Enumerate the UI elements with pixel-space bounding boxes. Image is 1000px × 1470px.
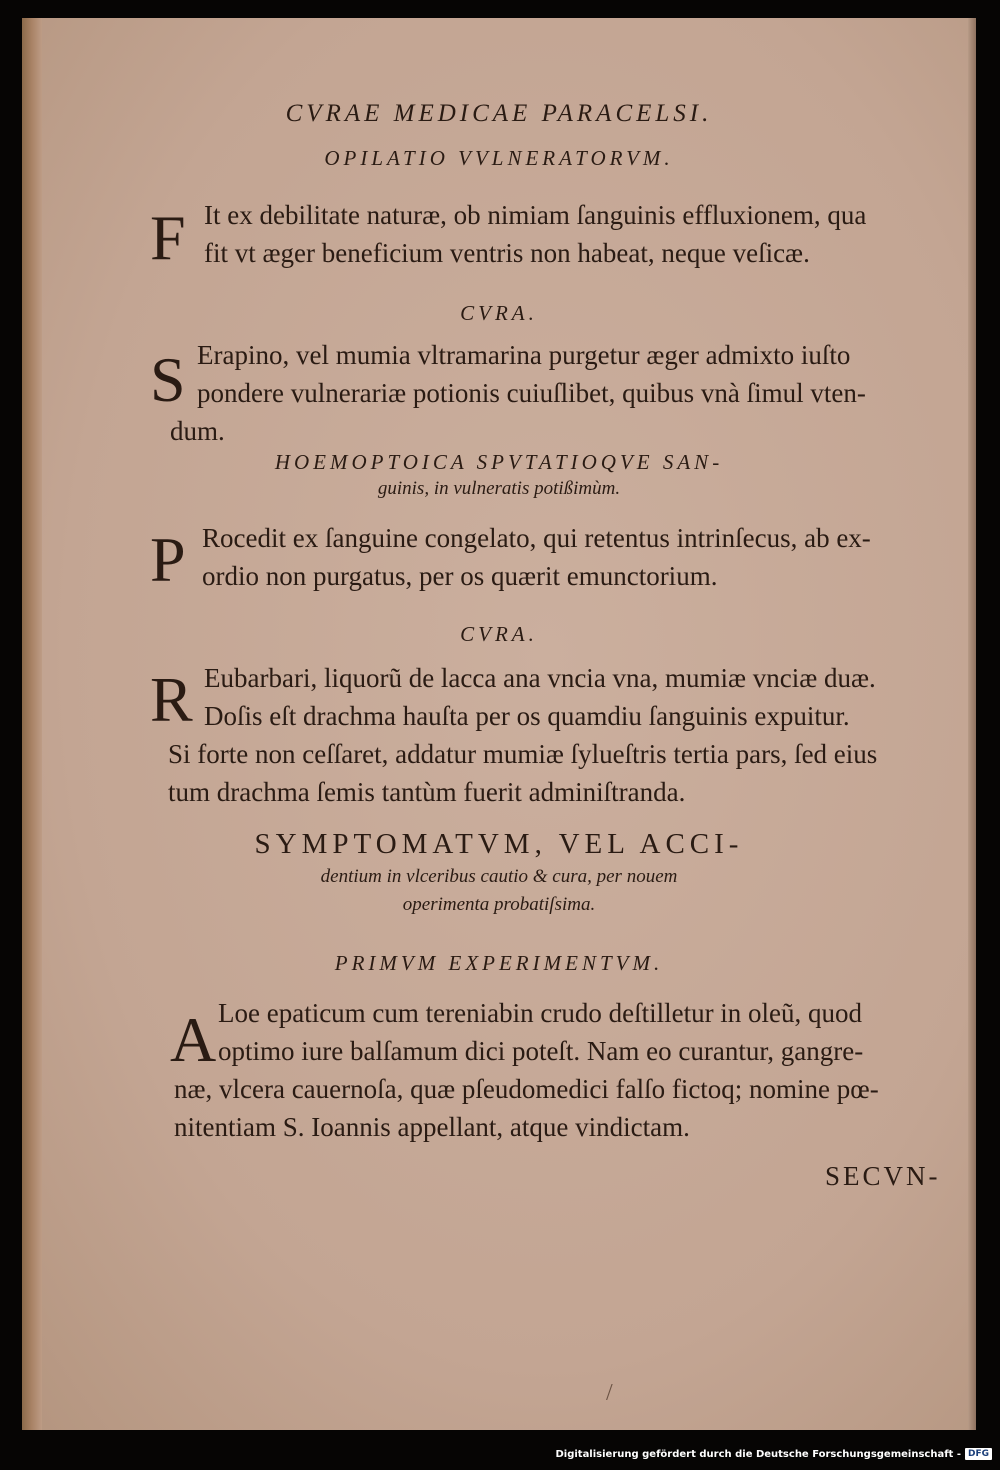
pencil-mark: / bbox=[606, 1380, 613, 1406]
cura2-line-1: Eubarbari, liquorũ de lacca ana vncia vna, mumiæ vnciæ duæ. bbox=[204, 663, 876, 693]
catchword: SECVN- bbox=[825, 1161, 941, 1191]
heading-primum-experimentum: PRIMVM EXPERIMENTVM. bbox=[334, 951, 664, 975]
heading-symptomatum: SYMPTOMATVM, VEL ACCI- bbox=[254, 828, 744, 860]
cura2-line-3: Si forte non ceſſaret, addatur mumiæ ſylueſtris tertia pars, ſed eius bbox=[168, 739, 878, 769]
subheading-symptomatum-2: operimenta probatiſsima. bbox=[402, 894, 596, 915]
page-right-edge bbox=[968, 18, 976, 1430]
opilatio-line-2: fit vt æger beneficium ventris non habeat, neque veſicæ. bbox=[204, 238, 810, 268]
subheading-hoemoptoica: guinis, in vulneratis potißimùm. bbox=[377, 478, 621, 499]
hoemo-line-2: ordio non purgatus, per os quærit emunctorium. bbox=[202, 561, 718, 591]
book-page bbox=[22, 18, 976, 1430]
subheading-symptomatum-1: dentium in vlceribus cautio & cura, per nouem bbox=[320, 866, 678, 887]
primum-line-2: optimo iure balſamum dici poteſt. Nam eo curantur, gangre- bbox=[218, 1036, 864, 1066]
cura2-line-2: Doſis eſt drachma hauſta per os quamdiu ſanguinis expuitur. bbox=[204, 701, 850, 731]
cura1-line-2: pondere vulnerariæ potionis cuiuſlibet, quibus vnà ſimul vten- bbox=[197, 378, 866, 408]
cura1-line-1: Erapino, vel mumia vltramarina purgetur æger admixto iuſto bbox=[197, 340, 851, 370]
hoemo-line-1: Rocedit ex ſanguine congelato, qui retentus intrinſecus, ab ex- bbox=[202, 523, 871, 553]
opilatio-line-1: It ex debilitate naturæ, ob nimiam ſanguinis effluxionem, qua bbox=[204, 200, 867, 230]
running-head: CVRAE MEDICAE PARACELSI. bbox=[285, 100, 713, 127]
primum-line-1: Loe epaticum cum tereniabin crudo deſtilletur in oleũ, quod bbox=[218, 998, 863, 1028]
heading-hoemoptoica: HOEMOPTOICA SPVTATIOQVE SAN- bbox=[274, 450, 724, 474]
dropcap-p: P bbox=[150, 524, 186, 595]
primum-line-3: næ, vlcera cauernoſa, quæ pſeudomedici falſo fictoq; nomine pœ- bbox=[174, 1074, 879, 1104]
heading-opilatio: OPILATIO VVLNERATORVM. bbox=[324, 146, 674, 170]
heading-cura-2: CVRA. bbox=[460, 622, 538, 646]
cura1-line-3: dum. bbox=[170, 416, 225, 446]
heading-cura-1: CVRA. bbox=[460, 301, 538, 325]
dfg-logo-icon: DFG bbox=[965, 1448, 992, 1460]
credit-text: Digitalisierung gefördert durch die Deutsche Forschungsgemeinschaft - bbox=[555, 1448, 961, 1460]
book-spine-edge bbox=[22, 18, 42, 1430]
dropcap-f: F bbox=[150, 202, 186, 273]
cura2-line-4: tum drachma ſemis tantùm fuerit adminiſtranda. bbox=[168, 777, 686, 807]
primum-line-4: nitentiam S. Ioannis appellant, atque vindictam. bbox=[174, 1112, 690, 1142]
digitization-credit bbox=[555, 1448, 992, 1460]
dropcap-a: A bbox=[170, 1004, 217, 1075]
dropcap-s: S bbox=[150, 344, 186, 415]
dropcap-r: R bbox=[150, 664, 193, 735]
